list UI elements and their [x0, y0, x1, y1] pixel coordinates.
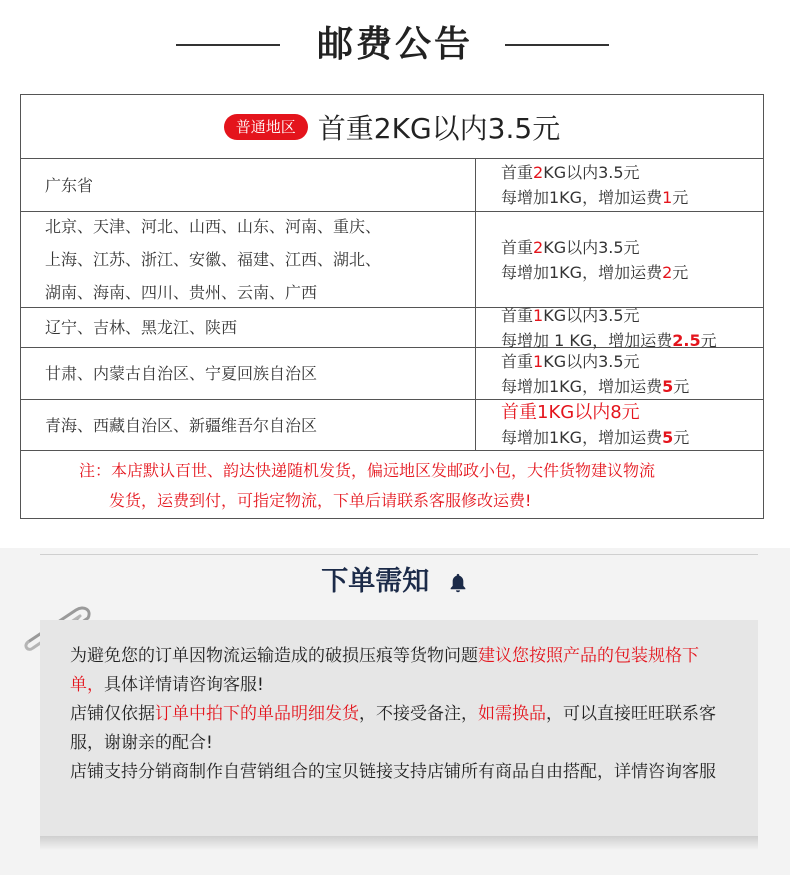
- notice-title: [0, 562, 790, 602]
- rate-cell: [476, 305, 763, 350]
- notice-paragraph: 店铺仅依据订单中拍下的单品明细发货，不接受备注，如需换品，可以直接旺旺联系客服，谢谢亲的配合!: [70, 704, 716, 753]
- box-shadow: [40, 836, 758, 850]
- region-text: 青海、西藏自治区、新疆维吾尔自治区: [45, 415, 318, 435]
- extra-weight-line: 每增加1KG，增加运费1元: [501, 188, 689, 207]
- region-text: 辽宁、吉林、黑龙江、陕西: [45, 318, 238, 337]
- first-weight-line: 首重2KG以内3.5元: [501, 237, 640, 257]
- section-divider: [40, 554, 758, 555]
- notice-paragraph: 店铺支持分销商制作自营销组合的宝贝链接支持店铺所有商品自由搭配，详情咨询客服: [70, 762, 716, 782]
- notice-box: [40, 620, 758, 836]
- region-cell: [21, 348, 476, 399]
- note-line: 注：本店默认百世、韵达快递随机发货，偏远地区发邮政小包，大件货物建议物流: [79, 461, 656, 480]
- region-cell: [21, 159, 476, 211]
- first-weight-line: 首重2KG以内3.5元: [501, 163, 640, 182]
- notice-paragraph: 为避免您的订单因物流运输造成的破损压痕等货物问题建议您按照产品的包装规格下单，具体详情请咨询客服!: [70, 646, 699, 695]
- region-text: 甘肃、内蒙古自治区、宁夏回族自治区: [45, 364, 318, 383]
- extra-weight-line: 每增加1KG，增加运费5元: [501, 428, 690, 447]
- region-cell: [21, 212, 476, 307]
- rate-cell: [476, 212, 763, 307]
- region-text: 上海、江苏、浙江、安徽、福建、江西、湖北、: [45, 250, 382, 269]
- page-header: [0, 18, 790, 72]
- region-text: 北京、天津、河北、山西、山东、河南、重庆、: [45, 217, 382, 236]
- first-weight-line: 首重1KG以内3.5元: [501, 305, 640, 325]
- shipping-note: [21, 451, 763, 519]
- region-cell: [21, 308, 476, 347]
- rate-cell: [476, 400, 763, 450]
- table-row: [21, 212, 763, 308]
- header-rate: 首重2KG以内3.5元: [317, 111, 561, 145]
- table-row: [21, 305, 763, 350]
- order-notice-section: [0, 548, 790, 875]
- note-line: 发货，运费到付，可指定物流，下单后请联系客服修改运费!: [109, 491, 532, 510]
- shipping-table: [20, 94, 764, 519]
- table-header-row: [21, 95, 763, 159]
- region-badge: 普通地区: [224, 114, 308, 140]
- bell-icon: [447, 572, 469, 594]
- table-row: [21, 348, 763, 400]
- title-rule-right: [505, 44, 609, 46]
- rate-cell: [476, 159, 763, 211]
- extra-weight-line: 每增加1KG，增加运费2元: [501, 262, 689, 282]
- notice-title-text: 下单需知: [321, 566, 430, 597]
- table-row: [21, 159, 763, 212]
- first-weight-line: 首重1KG以内3.5元: [501, 351, 640, 371]
- extra-weight-line: 每增加 1 KG，增加运费2.5元: [501, 330, 717, 350]
- page-title: 邮费公告: [316, 24, 473, 65]
- region-cell: [21, 400, 476, 450]
- region-text: 广东省: [45, 175, 94, 195]
- rate-cell: [476, 348, 763, 399]
- first-weight-line: 首重1KG以内8元: [501, 402, 640, 423]
- extra-weight-line: 每增加1KG，增加运费5元: [501, 376, 690, 396]
- region-text: 湖南、海南、四川、贵州、云南、广西: [45, 283, 318, 302]
- table-row: [21, 400, 763, 451]
